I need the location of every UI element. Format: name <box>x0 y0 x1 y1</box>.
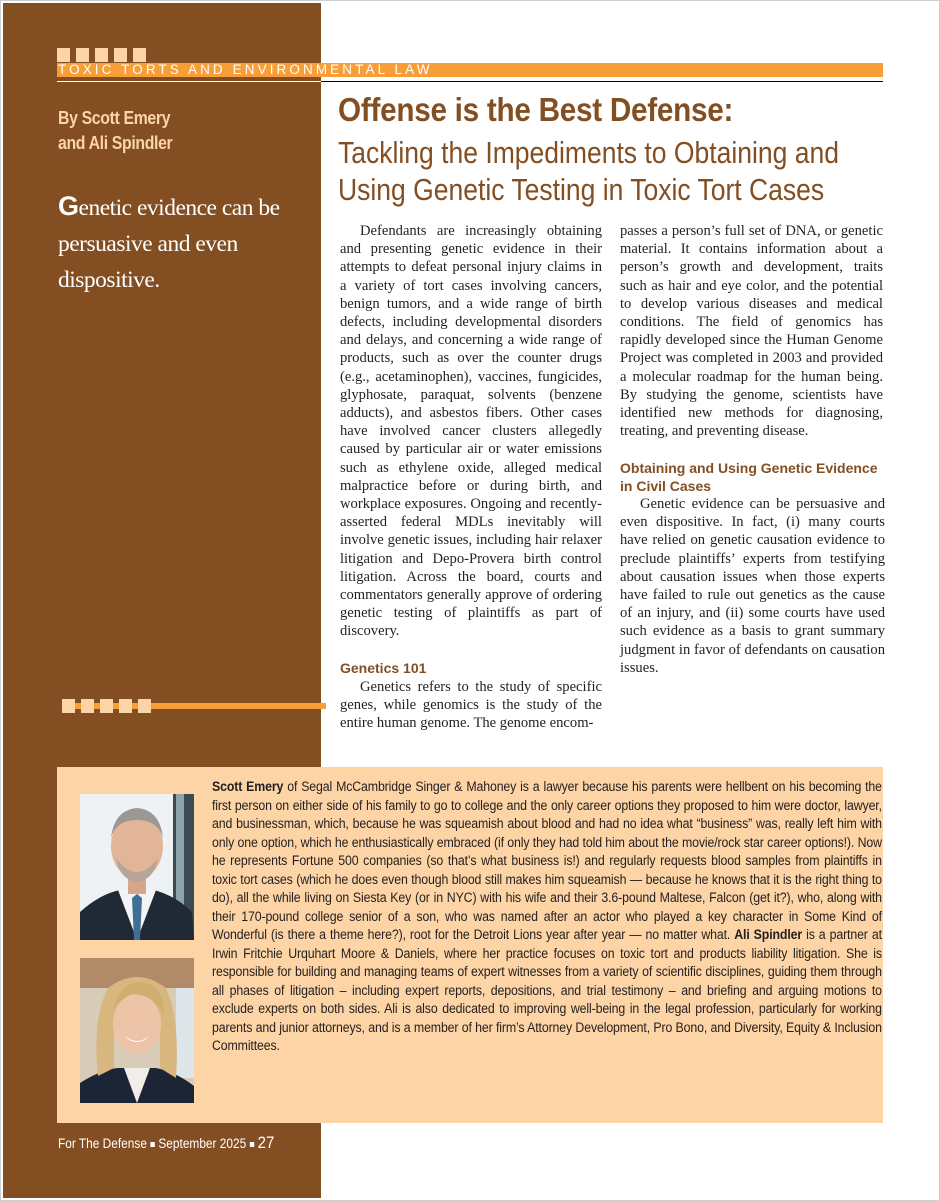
genetics-section <box>340 660 602 732</box>
square-icon <box>119 699 132 713</box>
subtitle-line-1: Tackling the Impediments to Obtaining and <box>338 135 839 170</box>
section-heading-genetics: Genetics 101 <box>340 660 427 676</box>
subtitle-line-2: Using Genetic Testing in Toxic Tort Cases <box>338 172 825 207</box>
page-footer <box>58 1133 274 1153</box>
square-icon <box>76 48 89 62</box>
article-title: Offense is the Best Defense: <box>338 91 734 128</box>
man-portrait-icon <box>80 794 194 940</box>
decorative-squares-bottom <box>62 699 151 713</box>
section-heading-obtaining: Obtaining and Using Genetic Evidence in Civil Cases <box>620 460 878 494</box>
square-icon <box>95 48 108 62</box>
obtaining-section <box>620 460 885 677</box>
square-icon <box>100 699 113 713</box>
divider <box>321 81 883 82</box>
pull-quote-text: enetic evidence can be persuasive and even dispositive. <box>58 195 280 293</box>
genetics-paragraph: Genetics refers to the study of specific genes, while genomics is the study of the entire human genome. The genome encom- <box>340 678 602 731</box>
bullet-icon <box>150 1142 154 1147</box>
footer-publication: For The Defense <box>58 1136 147 1151</box>
byline <box>58 106 278 156</box>
page-number: 27 <box>257 1133 275 1152</box>
byline-line-1: By Scott Emery <box>58 108 171 128</box>
author-name-spindler: Ali Spindler <box>734 927 803 943</box>
article-column-2 <box>620 222 883 440</box>
divider <box>57 81 321 82</box>
author-photo-ali-spindler <box>80 958 194 1103</box>
obtaining-paragraph: Genetic evidence can be persuasive and even dispositive. In fact, (i) many courts have relied on genetic causation evidence to preclude plaintiffs’ experts from testifying about causation issues when those experts have failed to rule out genetics as the cause of an injury, and (ii) some courts have used such evidence as a basis to grant summary judgment in favor of defendants on causation issues. <box>620 496 885 676</box>
genetics-paragraph-continued: passes a person’s full set of DNA, or genetic material. It contains information about a person’s growth and development, traits such as hair and eye color, and the potential to develop various diseases and medical conditions. The field of genomics has rapidly developed since the Human Genome Project was completed in 2003 and provided a molecular roadmap for the human being. By studying the genome, scientists have identified new methods for diagnosing, treating, and preventing disease. <box>620 223 883 440</box>
author-name-emery: Scott Emery <box>212 779 284 795</box>
byline-line-2: and Ali Spindler <box>58 133 173 153</box>
pull-quote <box>58 188 308 298</box>
bullet-icon <box>250 1142 254 1147</box>
footer-date: September 2025 <box>158 1136 247 1151</box>
drop-cap: G <box>58 191 79 221</box>
article-column-1 <box>340 222 602 641</box>
author-photo-scott-emery <box>80 794 194 940</box>
intro-paragraph: Defendants are increasingly obtaining and presenting genetic evidence in their attempts to defeat personal injury claims in a variety of tort cases involving cancers, benign tumors, and a wide range of birth defects, including developmental disorders and delays, and concerning a wide range of products, such as over the counter drugs (e.g., acetaminophen), vaccines, fungicides, glyphosate, paraquat, solvents (benzene adducts), and asbestos fibers. Other cases have involved cancer clusters allegedly caused by particular air or water emissions such as ethylene oxide, alleged medical malpractice before or during birth, and workplace exposures. Ongoing and recently-asserted federal MDLs inevitably will involve genetic issues, including hair relaxer litigation and Depo-Provera birth control litigation. Across the board, courts and commentators generally approve of ordering genetic testing of plaintiffs as part of discovery. <box>340 223 602 640</box>
square-icon <box>81 699 94 713</box>
woman-portrait-icon <box>80 958 194 1103</box>
article-subtitle <box>338 134 885 208</box>
square-icon <box>138 699 151 713</box>
square-icon <box>133 48 146 62</box>
bio-emery: of Segal McCambridge Singer & Mahoney is a lawyer because his parents were hellbent on his becoming the first person on either side of his family to go to college and the only career options they proposed to him were doctor, lawyer, and businessman, which, because he was squeamish about blood and had no idea what “business” was, really left him with only one option, which he enthusiastically embraced (if only they had told him about the movie/rock star career options!). Now he represents Fortune 500 companies (so that’s what business is!) and regularly requests blood samples from plaintiffs in toxic tort cases (which he does even though blood still makes him squeamish — because he knows that it is the right thing to do), all the while living on Siesta Key (or in NYC) with his wife and their 3.6-pound Maltese, Falcon (get it?), who, along with their 170-pound college senior of a son, who was named after an actor who played a key character in Some Kind of Wonderful (is there a theme here?), root for the Detroit Lions year after year — no matter what. <box>212 779 882 943</box>
decorative-squares-top <box>57 48 146 62</box>
section-label: TOXIC TORTS AND ENVIRONMENTAL LAW <box>58 62 433 77</box>
square-icon <box>62 699 75 713</box>
square-icon <box>114 48 127 62</box>
author-bios <box>212 778 882 1056</box>
bio-spindler: is a partner at Irwin Fritchie Urquhart Moore & Daniels, where her practice focuses on toxic tort and products liability litigation. She is responsible for building and managing teams of expert witnesses from a variety of scientific disciplines, guiding them through all phases of litigation – including expert reports, depositions, and trial testimony – and briefing and arguing motions to exclude experts on both sides. Ali is also dedicated to improving well-being in the legal profession, particularly for working parents and junior attorneys, and is a member of her firm’s Attorney Development, Pro Bono, and Diversity, Equity & Inclusion Committees. <box>212 927 882 1054</box>
square-icon <box>57 48 70 62</box>
